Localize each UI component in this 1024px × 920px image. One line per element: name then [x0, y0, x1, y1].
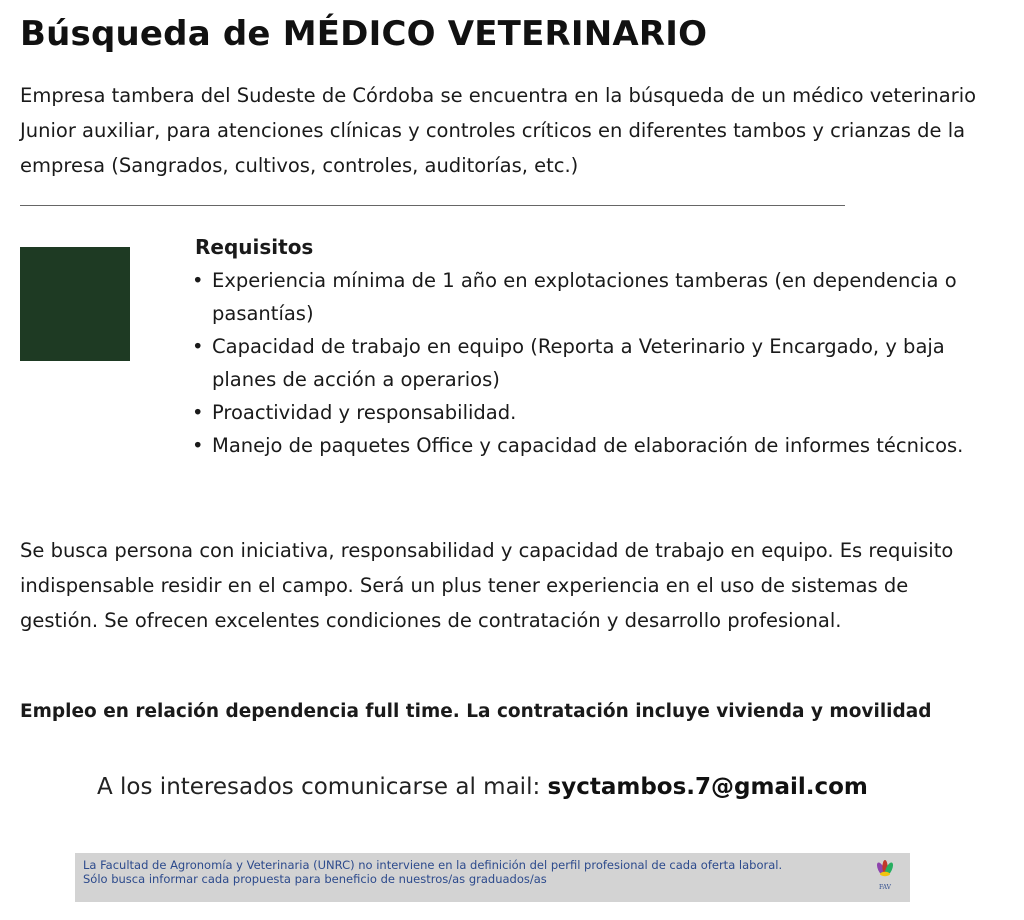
list-item: • Manejo de paquetes Office y capacidad de elaboración de informes técnicos.	[188, 429, 1013, 462]
list-item: • Experiencia mínima de 1 año en explotaciones tamberas (en dependencia o pasantías)	[188, 264, 1013, 330]
requirements-list	[188, 264, 1013, 462]
contact-email[interactable]: syctambos.7@gmail.com	[547, 774, 868, 800]
disclaimer-banner	[75, 853, 910, 902]
contact-line	[97, 770, 868, 804]
disclaimer-line-1: La Facultad de Agronomía y Veterinaria (UNRC) no interviene en la definición del perfil profesional de cada oferta laboral.	[83, 858, 783, 872]
contact-label: A los interesados comunicarse al mail:	[97, 774, 548, 800]
employment-conditions: Empleo en relación dependencia full time. La contratación incluye vivienda y movilidad	[20, 701, 932, 722]
list-item: • Proactividad y responsabilidad.	[188, 396, 1013, 429]
fav-logo-text: FAV	[878, 884, 892, 891]
decorative-green-square	[20, 247, 130, 361]
fav-logo-icon	[874, 859, 896, 895]
disclaimer-line-2: Sólo busca informar cada propuesta para beneficio de nuestros/as graduados/as	[83, 871, 547, 886]
intro-paragraph: Empresa tambera del Sudeste de Córdoba se encuentra en la búsqueda de un médico veterinario Junior auxiliar, para atenciones clínicas y controles críticos en diferentes tambos y crianzas de la empresa (Sangrados, cultivos, controles, auditorías, etc.)	[20, 84, 977, 177]
list-item: • Capacidad de trabajo en equipo (Reporta a Veterinario y Encargado, y baja planes de acción a operarios)	[188, 330, 1013, 396]
section-divider	[20, 205, 845, 206]
description-paragraph: Se busca persona con iniciativa, responsabilidad y capacidad de trabajo en equipo. Es requisito indispensable residir en el campo. Será un plus tener experiencia en el uso de sistemas de gestión. Se ofrecen excelentes condiciones de contratación y desarrollo profesional.	[20, 539, 954, 632]
page-title: Búsqueda de MÉDICO VETERINARIO	[20, 14, 708, 54]
requirements-heading: Requisitos	[195, 235, 314, 259]
